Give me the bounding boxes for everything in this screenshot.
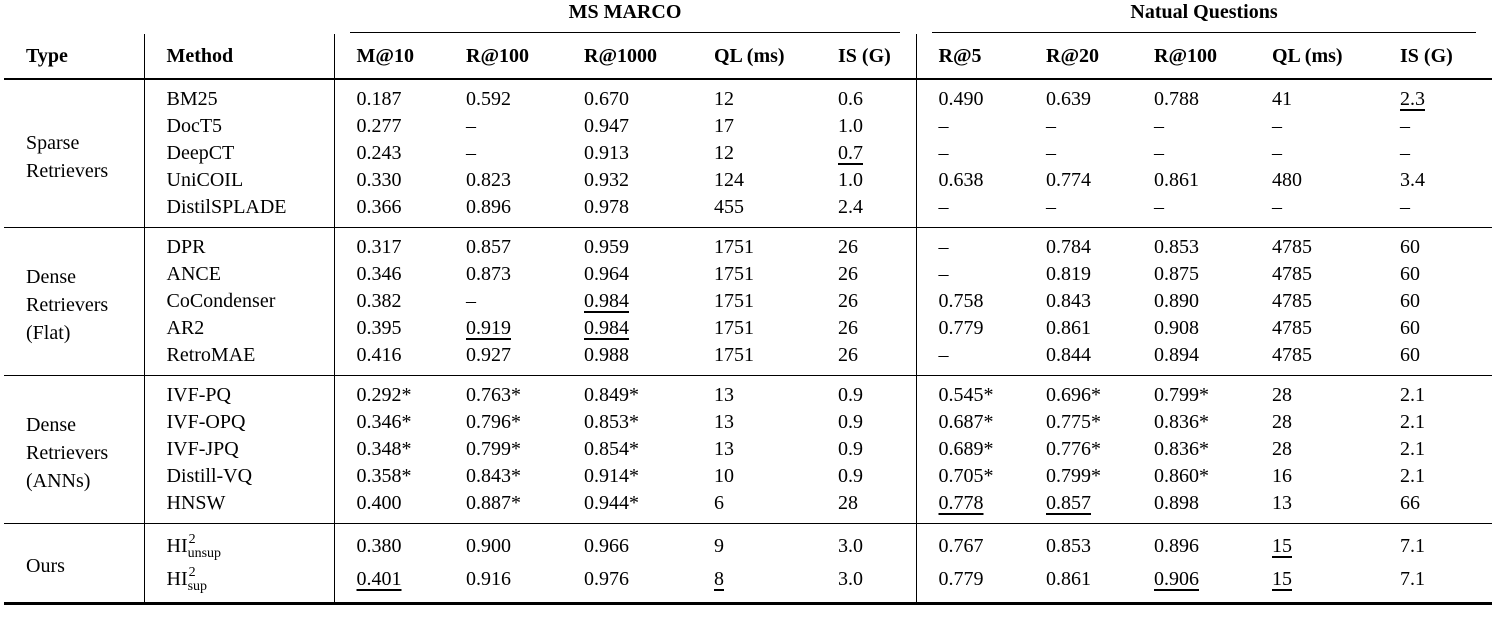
- dense-anns-section: [4, 376, 1492, 524]
- value-cell: 3.4: [1400, 169, 1425, 191]
- value-cell: 0.382: [356, 290, 402, 312]
- value-cell: 16: [1272, 465, 1292, 487]
- table-row: [4, 194, 1492, 228]
- value-cell: 0.843*: [466, 465, 521, 487]
- method-cell: IVF-PQ: [144, 376, 334, 410]
- value-cell: 0.854*: [584, 438, 639, 460]
- value-cell-best: 0.6: [816, 79, 916, 113]
- value-cell: 17: [714, 115, 734, 137]
- value-cell: 0.944*: [584, 492, 639, 514]
- value-cell: 0.346*: [356, 411, 412, 433]
- value-cell: 60: [1400, 317, 1420, 339]
- sparse-retrievers-section: [4, 79, 1492, 228]
- value-cell-second: 0.984: [584, 290, 629, 312]
- value-cell: 0.358*: [356, 465, 412, 487]
- value-cell: –: [938, 344, 949, 366]
- value-cell: 1751: [714, 236, 754, 258]
- value-cell-second: 0.7: [816, 140, 916, 167]
- method-cell: CoCondenser: [144, 288, 334, 315]
- table-row: [4, 288, 1492, 315]
- table-row: [4, 342, 1492, 376]
- value-cell-best: 0.908: [1154, 317, 1199, 339]
- value-cell: 60: [1400, 236, 1420, 258]
- value-cell: –: [938, 263, 949, 285]
- type-header: Type: [4, 34, 144, 79]
- method-header: Method: [144, 34, 334, 79]
- value-cell: 455: [714, 196, 744, 218]
- nq-r100-header: R@100: [1132, 34, 1250, 79]
- value-cell: 0.873: [466, 263, 511, 285]
- value-cell: 0.843: [1046, 290, 1091, 312]
- value-cell: 1751: [714, 290, 754, 312]
- value-cell: 7.1: [1400, 535, 1425, 557]
- ms-is-header: IS (G): [816, 34, 916, 79]
- value-cell: 1.0: [816, 167, 916, 194]
- value-cell: 0.775*: [1046, 411, 1101, 433]
- value-cell: 0.966: [584, 535, 629, 557]
- table-row: [4, 167, 1492, 194]
- type-label: Ours: [4, 524, 144, 604]
- method-cell: $HI^2_{sup}$: [144, 563, 334, 604]
- value-cell: 4785: [1272, 317, 1312, 339]
- value-cell: 0.758: [938, 290, 984, 312]
- value-cell: 0.545*: [938, 384, 994, 406]
- value-cell: –: [1046, 142, 1056, 164]
- value-cell-best: 0.861: [1046, 568, 1091, 590]
- value-cell-second: 0.857: [1046, 492, 1091, 514]
- ms-r1000-header: R@1000: [562, 34, 692, 79]
- value-cell-best: 0.988: [584, 344, 629, 366]
- value-cell: –: [1154, 196, 1164, 218]
- value-cell: 26: [816, 315, 916, 342]
- value-cell: 0.914*: [584, 465, 639, 487]
- method-cell: Distill-VQ: [144, 463, 334, 490]
- value-cell: 0.687*: [938, 411, 994, 433]
- value-cell: 0.853: [1154, 236, 1199, 258]
- value-cell-best: 0.779: [938, 317, 984, 339]
- value-cell: 0.978: [584, 196, 629, 218]
- method-cell: DPR: [144, 228, 334, 262]
- value-cell: –: [1154, 142, 1164, 164]
- value-cell: 0.187: [356, 88, 402, 110]
- value-cell: 0.9: [816, 463, 916, 490]
- value-cell: 0.639: [1046, 88, 1091, 110]
- value-cell: 0.819: [1046, 263, 1091, 285]
- value-cell: 9: [714, 535, 724, 557]
- table-row: [4, 261, 1492, 288]
- value-cell: 0.763*: [466, 384, 521, 406]
- value-cell: –: [1154, 115, 1164, 137]
- value-cell: 0.490: [938, 88, 984, 110]
- value-cell: 12: [714, 142, 734, 164]
- value-cell: 0.705*: [938, 465, 994, 487]
- value-cell: –: [938, 236, 949, 258]
- value-cell: 12: [714, 88, 734, 110]
- ms-marco-group-header: MS MARCO: [350, 1, 900, 33]
- value-cell: 124: [714, 169, 744, 191]
- value-cell: 0.366: [356, 196, 402, 218]
- value-cell: 28: [1272, 411, 1292, 433]
- value-cell: 13: [714, 384, 734, 406]
- value-cell: 0.849*: [584, 384, 639, 406]
- method-cell: AR2: [144, 315, 334, 342]
- value-cell: 4785: [1272, 344, 1312, 366]
- value-cell: 26: [816, 342, 916, 376]
- type-label: Dense Retrievers (Flat): [4, 228, 144, 376]
- value-cell: 4785: [1272, 263, 1312, 285]
- method-cell: $HI^2_{unsup}$: [144, 524, 334, 564]
- value-cell: 0.887*: [466, 492, 521, 514]
- table-row: [4, 228, 1492, 262]
- value-cell: 0.799*: [1046, 465, 1101, 487]
- value-cell: 0.348*: [356, 438, 412, 460]
- ours-section: [4, 524, 1492, 604]
- value-cell: 0.670: [584, 88, 629, 110]
- value-cell: 0.896: [1154, 535, 1199, 557]
- value-cell-second: 0.984: [584, 317, 629, 339]
- value-cell: 0.857: [466, 236, 511, 258]
- table-row: [4, 315, 1492, 342]
- value-cell-best: 0.927: [466, 344, 511, 366]
- value-cell: 0.860*: [1154, 465, 1209, 487]
- ms-m10-header: M@10: [334, 34, 444, 79]
- value-cell: 0.788: [1154, 88, 1199, 110]
- value-cell: 60: [1400, 344, 1420, 366]
- table-row: [4, 140, 1492, 167]
- value-cell: 0.799*: [466, 438, 521, 460]
- nq-r20-header: R@20: [1024, 34, 1132, 79]
- value-cell-second: 8: [714, 568, 724, 590]
- value-cell: 0.964: [584, 263, 629, 285]
- value-cell-best: 0.779: [938, 568, 984, 590]
- table-row: [4, 376, 1492, 410]
- value-cell-second: 0.906: [1154, 568, 1199, 590]
- value-cell: 0.900: [466, 535, 511, 557]
- value-cell: 0.592: [466, 88, 511, 110]
- value-cell: 0.638: [938, 169, 984, 191]
- nq-r5-header: R@5: [916, 34, 1024, 79]
- method-cell: DeepCT: [144, 140, 334, 167]
- table-row: [4, 79, 1492, 113]
- value-cell: 0.836*: [1154, 438, 1209, 460]
- nq-is-header: IS (G): [1378, 34, 1492, 79]
- table-row: [4, 409, 1492, 436]
- value-cell: 0.9: [816, 376, 916, 410]
- table-row: [4, 463, 1492, 490]
- value-cell: –: [1400, 142, 1410, 164]
- method-cell: HNSW: [144, 490, 334, 524]
- value-cell: 0.380: [356, 535, 402, 557]
- value-cell: 13: [714, 438, 734, 460]
- value-cell: 1751: [714, 344, 754, 366]
- value-cell: –: [1046, 196, 1056, 218]
- value-cell: 0.346: [356, 263, 402, 285]
- value-cell: 0.890: [1154, 290, 1199, 312]
- value-cell: 66: [1400, 492, 1420, 514]
- value-cell: –: [1272, 115, 1282, 137]
- value-cell-best: 2.1: [1400, 465, 1425, 487]
- value-cell: 3.0: [816, 524, 916, 564]
- value-cell: –: [466, 115, 476, 137]
- value-cell-second: 15: [1272, 568, 1292, 590]
- value-cell: 0.916: [466, 568, 511, 590]
- value-cell: –: [938, 142, 949, 164]
- value-cell: 0.932: [584, 169, 629, 191]
- value-cell: –: [938, 115, 949, 137]
- value-cell: 0.898: [1154, 492, 1199, 514]
- value-cell: 0.9: [816, 409, 916, 436]
- value-cell: 0.317: [356, 236, 402, 258]
- value-cell: 0.696*: [1046, 384, 1101, 406]
- method-cell: BM25: [144, 79, 334, 113]
- value-cell: 0.861: [1154, 169, 1199, 191]
- value-cell-best: 0.416: [356, 344, 402, 366]
- value-cell: –: [1272, 142, 1282, 164]
- value-cell-second: 0.778: [938, 492, 984, 514]
- nq-group-header: Natual Questions: [932, 1, 1476, 33]
- value-cell: 7.1: [1400, 568, 1425, 590]
- method-cell: IVF-OPQ: [144, 409, 334, 436]
- value-cell: 0.774: [1046, 169, 1091, 191]
- type-label: Dense Retrievers (ANNs): [4, 376, 144, 524]
- value-cell: –: [938, 196, 949, 218]
- value-cell: 26: [816, 261, 916, 288]
- method-cell: IVF-JPQ: [144, 436, 334, 463]
- value-cell: 0.853: [1046, 535, 1091, 557]
- column-header-row: [4, 34, 1492, 79]
- value-cell: 0.844: [1046, 344, 1091, 366]
- value-cell-second: 15: [1272, 535, 1292, 557]
- value-cell: –: [1272, 196, 1282, 218]
- value-cell: 0.823: [466, 169, 511, 191]
- value-cell: 0.243: [356, 142, 402, 164]
- method-cell: ANCE: [144, 261, 334, 288]
- value-cell: 2.4: [816, 194, 916, 228]
- value-cell-best: 6: [714, 492, 724, 514]
- method-cell: UniCOIL: [144, 167, 334, 194]
- value-cell-best: 13: [1272, 492, 1292, 514]
- value-cell: 0.784: [1046, 236, 1091, 258]
- value-cell: 0.9: [816, 436, 916, 463]
- value-cell: 1751: [714, 263, 754, 285]
- value-cell: 1751: [714, 317, 754, 339]
- value-cell: 0.796*: [466, 411, 521, 433]
- value-cell: 0.959: [584, 236, 629, 258]
- value-cell-second: 0.919: [466, 317, 511, 339]
- value-cell: 0.776*: [1046, 438, 1101, 460]
- value-cell: 0.896: [466, 196, 511, 218]
- type-label: Sparse Retrievers: [4, 79, 144, 228]
- results-table: [4, 0, 1492, 605]
- value-cell: 28: [1272, 384, 1292, 406]
- table-row: [4, 563, 1492, 604]
- value-cell: –: [466, 290, 476, 312]
- value-cell-second: 0.401: [356, 568, 402, 590]
- value-cell: 480: [1272, 169, 1302, 191]
- value-cell: 0.799*: [1154, 384, 1209, 406]
- value-cell: –: [1400, 115, 1410, 137]
- value-cell: –: [1046, 115, 1056, 137]
- value-cell: 3.0: [816, 563, 916, 604]
- value-cell: 0.330: [356, 169, 402, 191]
- value-cell: 60: [1400, 290, 1420, 312]
- value-cell: 0.947: [584, 115, 629, 137]
- table-row: [4, 524, 1492, 564]
- group-header-row: [4, 0, 1492, 34]
- value-cell: 26: [816, 288, 916, 315]
- value-cell: 4785: [1272, 290, 1312, 312]
- value-cell-best: 2.1: [1400, 438, 1425, 460]
- value-cell: –: [466, 142, 476, 164]
- value-cell: 0.292*: [356, 384, 412, 406]
- dense-flat-section: [4, 228, 1492, 376]
- value-cell: 0.976: [584, 568, 629, 590]
- method-cell: DistilSPLADE: [144, 194, 334, 228]
- value-cell: 0.395: [356, 317, 402, 339]
- table-row: [4, 436, 1492, 463]
- table-row: [4, 490, 1492, 524]
- value-cell: 28: [816, 490, 916, 524]
- value-cell-best: 0.861: [1046, 317, 1091, 339]
- value-cell: 0.400: [356, 492, 402, 514]
- value-cell: 0.875: [1154, 263, 1199, 285]
- value-cell: 0.913: [584, 142, 629, 164]
- value-cell: 13: [714, 411, 734, 433]
- table-row: [4, 113, 1492, 140]
- value-cell-second: 2.3: [1400, 88, 1425, 110]
- value-cell: 0.894: [1154, 344, 1199, 366]
- value-cell: 41: [1272, 88, 1292, 110]
- ms-ql-header: QL (ms): [692, 34, 816, 79]
- method-cell: RetroMAE: [144, 342, 334, 376]
- value-cell: 0.853*: [584, 411, 639, 433]
- value-cell-best: 2.1: [1400, 411, 1425, 433]
- value-cell: 0.689*: [938, 438, 994, 460]
- value-cell: –: [1400, 196, 1410, 218]
- value-cell: 10: [714, 465, 734, 487]
- nq-ql-header: QL (ms): [1250, 34, 1378, 79]
- value-cell: 28: [1272, 438, 1292, 460]
- value-cell: 0.836*: [1154, 411, 1209, 433]
- value-cell: 26: [816, 228, 916, 262]
- value-cell-best: 2.1: [1400, 384, 1425, 406]
- value-cell: 1.0: [816, 113, 916, 140]
- ms-r100-header: R@100: [444, 34, 562, 79]
- value-cell: 4785: [1272, 236, 1312, 258]
- method-cell: DocT5: [144, 113, 334, 140]
- value-cell: 60: [1400, 263, 1420, 285]
- value-cell: 0.767: [938, 535, 984, 557]
- value-cell: 0.277: [356, 115, 402, 137]
